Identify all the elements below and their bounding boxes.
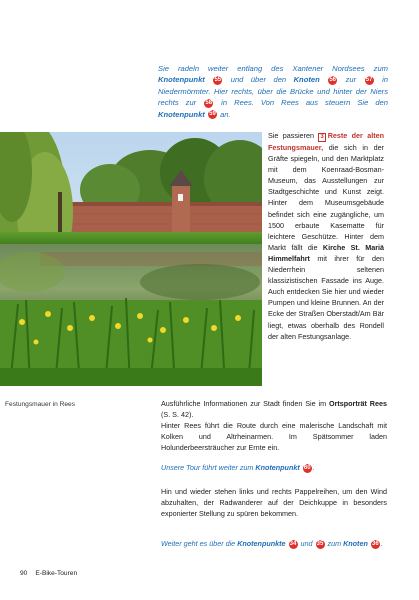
text: . bbox=[312, 463, 315, 472]
fortification-wall-photo bbox=[0, 132, 262, 386]
tour-continues-paragraph bbox=[161, 462, 387, 473]
node-badge: 36 bbox=[372, 540, 379, 547]
node-badge: 57 bbox=[365, 76, 373, 83]
text: zur bbox=[338, 75, 364, 85]
node-badge: 58 bbox=[205, 99, 213, 106]
knotenpunkte-label: Knotenpunkte bbox=[237, 539, 286, 548]
church-name: Kirche St. Mariä Himmelfahrt bbox=[268, 242, 384, 263]
node-badge: 56 bbox=[329, 76, 337, 83]
poi-number-badge: 3 bbox=[320, 134, 324, 140]
photo-caption: Festungsmauer in Rees bbox=[5, 401, 76, 408]
knotenpunkt-label: Knotenpunkt bbox=[158, 75, 205, 85]
text: und bbox=[298, 539, 315, 548]
text: Sie passieren bbox=[268, 131, 319, 140]
knotenpunkt-label: Knotenpunkt bbox=[158, 109, 205, 119]
text: in Niedermörmter. Hier rechts, über die Brücke und hinter der Niers rechts zur bbox=[158, 75, 388, 108]
next-nodes-paragraph bbox=[161, 538, 387, 549]
node-badge: 35 bbox=[316, 540, 324, 547]
node-badge: 60 bbox=[303, 464, 311, 471]
text: Sie radeln weiter entlang des Xantener Nordsees zum bbox=[158, 64, 388, 73]
text: Unsere Tour führt weiter zum bbox=[161, 463, 256, 472]
intro-route-paragraph bbox=[158, 63, 388, 120]
text: und über den bbox=[223, 75, 294, 85]
book-title: E-Bike-Touren bbox=[35, 570, 78, 577]
old-fortification-paragraph bbox=[268, 130, 384, 342]
route-paragraph: Hinter Rees führt die Route durch eine malerische Landschaft mit Kolken und Altrheinarmen. Im Spätsommer laden Holunderbeersträucher zur Ernte ein. bbox=[161, 421, 387, 453]
text: an. bbox=[217, 109, 231, 119]
text: Ausführliche Informationen zur Stadt finden Sie im bbox=[161, 399, 329, 408]
text: Weiter geht es über die bbox=[161, 539, 238, 548]
portrait-reference: Ortsporträt Rees bbox=[328, 399, 387, 408]
page-number: 90 bbox=[20, 570, 28, 577]
text: (S. S. 42). bbox=[161, 410, 194, 420]
text: die sich in der Gräfte spiegeln, und den Marktplatz mit dem Koenraad-Bosman-Museum, das Ausstellungen zur Stadtgeschichte und Kunst zeigt. Hinter dem Museumsgebäude befindet sich eine zugängliche, um 1500 erbaute Kasematte für leichtere Geschütze. Hinter dem Markt fällt die bbox=[268, 143, 384, 252]
info-paragraph bbox=[161, 398, 387, 420]
text: in Rees. Von Rees aus steuern Sie den bbox=[214, 98, 388, 108]
node-badge: 59 bbox=[209, 111, 216, 118]
page-footer bbox=[20, 570, 85, 577]
knotenpunkt-label: Knotenpunkt bbox=[255, 463, 300, 472]
node-badge: 34 bbox=[289, 540, 297, 547]
text: mit ihrer für den Niederrhein seltenen klassizistischen Fassade ins Auge. Auch entdecken Sie hier und wieder Pumpen und kleine Brunnen. An der Ecke der Straßen Oberstadt/Am Bär liegt, etwas oberhalb des Rondell der alten Festungsanlage. bbox=[268, 253, 384, 341]
poplars-paragraph: Hin und wieder stehen links und rechts Pappelreihen, um den Wind abzuhalten, der Radwanderer auf der Deichkuppe in besonders exponierter Stellung zu spüren bekommen. bbox=[161, 487, 387, 519]
knoten-label: Knoten bbox=[343, 539, 368, 548]
knoten-label: Knoten bbox=[293, 75, 320, 85]
text: . bbox=[380, 539, 383, 548]
text: zum bbox=[325, 539, 344, 548]
poi-title: Reste der alten Festungsmauer, bbox=[268, 131, 385, 152]
node-badge: 55 bbox=[214, 76, 222, 83]
